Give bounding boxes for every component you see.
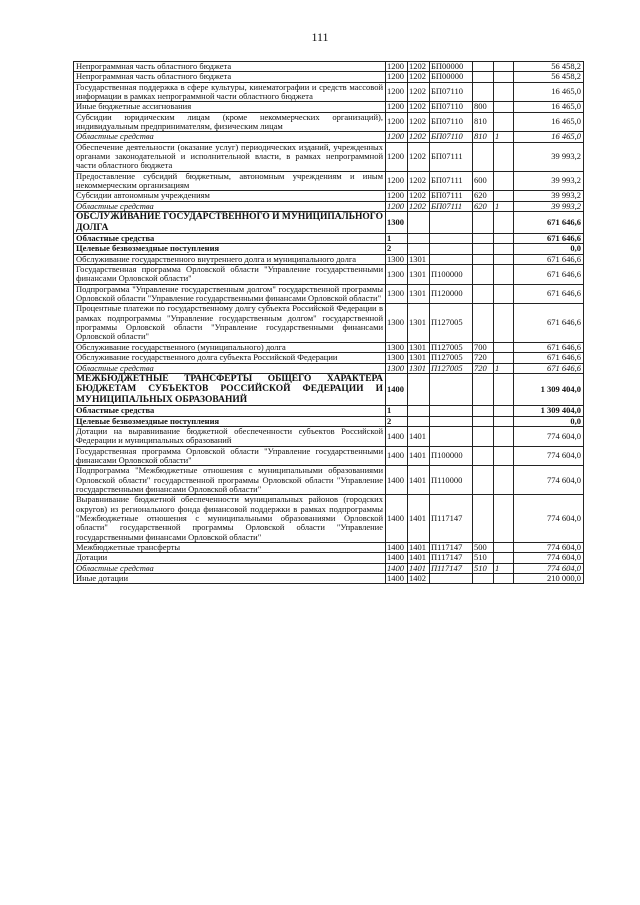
expense-type-code [473, 446, 494, 466]
section-code: 1300 [386, 304, 408, 342]
subsection-code: 1301 [408, 304, 430, 342]
subsection-code: 1301 [408, 342, 430, 352]
table-row [74, 373, 584, 405]
target-article-code [430, 426, 473, 446]
row-name: Областные средства [74, 132, 386, 142]
expense-type-code [473, 254, 494, 264]
target-article-code: П117147 [430, 542, 473, 552]
subsection-code: 1301 [408, 353, 430, 363]
row-name: Иные дотации [74, 574, 386, 584]
target-article-code: БП07110 [430, 102, 473, 112]
section-code: 1200 [386, 112, 408, 132]
funding-source-code [494, 466, 514, 495]
section-code: 1200 [386, 62, 408, 72]
section-code: 1400 [386, 495, 408, 543]
amount: 774 604,0 [514, 563, 584, 573]
table-row [74, 426, 584, 446]
section-code: 1400 [386, 466, 408, 495]
table-row [74, 234, 584, 244]
expense-type-code [473, 82, 494, 102]
funding-source-code [494, 304, 514, 342]
section-code: 1200 [386, 191, 408, 201]
table-row [74, 265, 584, 285]
row-name: Областные средства [74, 406, 386, 416]
amount: 671 646,6 [514, 265, 584, 285]
funding-source-code: 1 [494, 563, 514, 573]
expense-type-code [473, 416, 494, 426]
row-name: Дотации на выравнивание бюджетной обеспеченности субъектов Российской Федерации и муниципальных образований [74, 426, 386, 446]
amount: 774 604,0 [514, 426, 584, 446]
section-code: 1200 [386, 72, 408, 82]
expense-type-code: 600 [473, 171, 494, 191]
funding-source-code [494, 574, 514, 584]
amount: 671 646,6 [514, 234, 584, 244]
expense-type-code [473, 304, 494, 342]
subsection-code: 1202 [408, 191, 430, 201]
target-article-code: БП07110 [430, 132, 473, 142]
funding-source-code [494, 284, 514, 304]
table-row [74, 416, 584, 426]
funding-source-code [494, 542, 514, 552]
target-article-code: БП07110 [430, 112, 473, 132]
subsection-code [408, 406, 430, 416]
expense-type-code [473, 62, 494, 72]
amount: 774 604,0 [514, 495, 584, 543]
section-code: 1400 [386, 553, 408, 563]
amount: 0,0 [514, 416, 584, 426]
expense-type-code [473, 495, 494, 543]
target-article-code: П117147 [430, 563, 473, 573]
table-row [74, 563, 584, 573]
funding-source-code [494, 112, 514, 132]
section-code: 1200 [386, 102, 408, 112]
subsection-code [408, 212, 430, 234]
table-row [74, 171, 584, 191]
table-row [74, 82, 584, 102]
funding-source-code [494, 142, 514, 171]
table-row [74, 446, 584, 466]
section-code: 1200 [386, 171, 408, 191]
expense-type-code [473, 284, 494, 304]
row-name: Государственная программа Орловской области "Управление государственными финансами Орловской области" [74, 446, 386, 466]
expense-type-code: 800 [473, 102, 494, 112]
subsection-code: 1202 [408, 142, 430, 171]
subsection-code: 1202 [408, 102, 430, 112]
funding-source-code [494, 234, 514, 244]
section-code: 1300 [386, 363, 408, 373]
subsection-code [408, 373, 430, 405]
section-code: 2 [386, 416, 408, 426]
table-row [74, 466, 584, 495]
amount: 1 309 404,0 [514, 373, 584, 405]
amount: 39 993,2 [514, 201, 584, 211]
expense-type-code [473, 574, 494, 584]
target-article-code: П110000 [430, 466, 473, 495]
table-row [74, 495, 584, 543]
section-code: 1400 [386, 542, 408, 552]
expense-type-code [473, 72, 494, 82]
expense-type-code: 620 [473, 201, 494, 211]
expense-type-code: 810 [473, 132, 494, 142]
subsection-code: 1301 [408, 265, 430, 285]
amount: 671 646,6 [514, 212, 584, 234]
amount: 0,0 [514, 244, 584, 254]
section-code: 1300 [386, 265, 408, 285]
table-row [74, 342, 584, 352]
amount: 774 604,0 [514, 542, 584, 552]
table-row [74, 574, 584, 584]
row-name: Подпрограмма "Межбюджетные отношения с муниципальными образованиями Орловской области" государственной программы Орловской области "Управление государственными финансами Орловской области" [74, 466, 386, 495]
target-article-code [430, 574, 473, 584]
table-row [74, 304, 584, 342]
section-code: 1200 [386, 142, 408, 171]
expense-type-code [473, 373, 494, 405]
amount: 39 993,2 [514, 171, 584, 191]
table-row [74, 363, 584, 373]
subsection-code: 1202 [408, 72, 430, 82]
subsection-code [408, 244, 430, 254]
amount: 671 646,6 [514, 363, 584, 373]
row-name: Непрограммная часть областного бюджета [74, 72, 386, 82]
row-name: Дотации [74, 553, 386, 563]
funding-source-code: 1 [494, 201, 514, 211]
amount: 56 458,2 [514, 62, 584, 72]
subsection-code: 1401 [408, 466, 430, 495]
target-article-code: БП07111 [430, 201, 473, 211]
row-name: Областные средства [74, 234, 386, 244]
expense-type-code: 510 [473, 553, 494, 563]
table-row [74, 284, 584, 304]
target-article-code: БП00000 [430, 72, 473, 82]
row-name: Выравнивание бюджетной обеспеченности муниципальных районов (городских округов) из регионального фонда финансовой поддержки в рамках подпрограммы "Межбюджетные отношения с муниципальными образованиями Орловской области" государственной программы Орловской области "Управление государственными финансами Орловской области" [74, 495, 386, 543]
target-article-code: БП07111 [430, 171, 473, 191]
row-name: ОБСЛУЖИВАНИЕ ГОСУДАРСТВЕННОГО И МУНИЦИПАЛЬНОГО ДОЛГА [74, 212, 386, 234]
section-code: 1400 [386, 446, 408, 466]
target-article-code: П100000 [430, 265, 473, 285]
row-name: Областные средства [74, 201, 386, 211]
page-number: 111 [311, 30, 329, 44]
funding-source-code [494, 342, 514, 352]
subsection-code: 1301 [408, 363, 430, 373]
amount: 16 465,0 [514, 82, 584, 102]
subsection-code: 1401 [408, 446, 430, 466]
section-code: 1400 [386, 426, 408, 446]
table-row [74, 142, 584, 171]
funding-source-code: 1 [494, 132, 514, 142]
target-article-code: П117147 [430, 553, 473, 563]
section-code: 1400 [386, 563, 408, 573]
funding-source-code [494, 62, 514, 72]
amount: 671 646,6 [514, 353, 584, 363]
target-article-code: П127005 [430, 304, 473, 342]
row-name: Государственная программа Орловской области "Управление государственными финансами Орловской области" [74, 265, 386, 285]
expense-type-code: 510 [473, 563, 494, 573]
table-row [74, 102, 584, 112]
funding-source-code [494, 446, 514, 466]
amount: 671 646,6 [514, 304, 584, 342]
target-article-code: БП07111 [430, 142, 473, 171]
amount: 56 458,2 [514, 72, 584, 82]
expense-type-code [473, 466, 494, 495]
row-name: Целевые безвозмездные поступления [74, 244, 386, 254]
expense-type-code [473, 265, 494, 285]
target-article-code: БП00000 [430, 62, 473, 72]
subsection-code [408, 234, 430, 244]
section-code: 1200 [386, 132, 408, 142]
funding-source-code [494, 495, 514, 543]
funding-source-code [494, 416, 514, 426]
section-code: 1400 [386, 574, 408, 584]
subsection-code: 1401 [408, 563, 430, 573]
table-row [74, 191, 584, 201]
funding-source-code [494, 191, 514, 201]
subsection-code: 1401 [408, 426, 430, 446]
target-article-code: П127005 [430, 342, 473, 352]
target-article-code [430, 406, 473, 416]
row-name: Государственная поддержка в сфере культуры, кинематографии и средств массовой информации в рамках непрограммной части областного бюджета [74, 82, 386, 102]
table-row [74, 353, 584, 363]
row-name: Субсидии автономным учреждениям [74, 191, 386, 201]
amount: 210 000,0 [514, 574, 584, 584]
target-article-code: П120000 [430, 284, 473, 304]
expense-type-code [473, 406, 494, 416]
subsection-code: 1301 [408, 254, 430, 264]
subsection-code: 1202 [408, 82, 430, 102]
target-article-code [430, 212, 473, 234]
subsection-code: 1202 [408, 171, 430, 191]
target-article-code [430, 254, 473, 264]
funding-source-code [494, 426, 514, 446]
funding-source-code [494, 244, 514, 254]
section-code: 1300 [386, 254, 408, 264]
amount: 774 604,0 [514, 466, 584, 495]
expense-type-code [473, 142, 494, 171]
amount: 774 604,0 [514, 446, 584, 466]
table-row [74, 72, 584, 82]
row-name: Иные бюджетные ассигнования [74, 102, 386, 112]
table-row [74, 112, 584, 132]
amount: 671 646,6 [514, 254, 584, 264]
row-name: Обслуживание государственного долга субъекта Российской Федерации [74, 353, 386, 363]
subsection-code: 1301 [408, 284, 430, 304]
funding-source-code [494, 171, 514, 191]
expense-type-code: 620 [473, 191, 494, 201]
target-article-code: БП07111 [430, 191, 473, 201]
funding-source-code: 1 [494, 363, 514, 373]
subsection-code: 1401 [408, 542, 430, 552]
target-article-code: П127005 [430, 363, 473, 373]
budget-table [73, 61, 584, 584]
funding-source-code [494, 373, 514, 405]
section-code: 1300 [386, 212, 408, 234]
row-name: Целевые безвозмездные поступления [74, 416, 386, 426]
row-name: Межбюджетные трансферты [74, 542, 386, 552]
row-name: Предоставление субсидий бюджетным, автономным учреждениям и иным некоммерческим организациям [74, 171, 386, 191]
amount: 39 993,2 [514, 191, 584, 201]
subsection-code: 1401 [408, 553, 430, 563]
expense-type-code: 720 [473, 363, 494, 373]
section-code: 2 [386, 244, 408, 254]
funding-source-code [494, 553, 514, 563]
funding-source-code [494, 353, 514, 363]
amount: 16 465,0 [514, 102, 584, 112]
subsection-code: 1202 [408, 62, 430, 72]
subsection-code: 1202 [408, 201, 430, 211]
row-name: Областные средства [74, 563, 386, 573]
subsection-code: 1202 [408, 132, 430, 142]
section-code: 1200 [386, 82, 408, 102]
row-name: Субсидии юридическим лицам (кроме некоммерческих организаций), индивидуальным предпринимателям, физическим лицам [74, 112, 386, 132]
expense-type-code: 720 [473, 353, 494, 363]
section-code: 1300 [386, 342, 408, 352]
expense-type-code [473, 234, 494, 244]
funding-source-code [494, 406, 514, 416]
target-article-code [430, 416, 473, 426]
funding-source-code [494, 254, 514, 264]
section-code: 1200 [386, 201, 408, 211]
target-article-code [430, 234, 473, 244]
table-row [74, 201, 584, 211]
amount: 774 604,0 [514, 553, 584, 563]
table-row [74, 244, 584, 254]
expense-type-code [473, 212, 494, 234]
row-name: Процентные платежи по государственному долгу субъекта Российской Федерации в рамках подпрограммы "Управление государственным долгом" государственной программы Орловской области "Управление государственными финансами Орловской области" [74, 304, 386, 342]
amount: 16 465,0 [514, 132, 584, 142]
amount: 39 993,2 [514, 142, 584, 171]
table-row [74, 62, 584, 72]
section-code: 1300 [386, 353, 408, 363]
expense-type-code [473, 426, 494, 446]
amount: 16 465,0 [514, 112, 584, 132]
table-row [74, 132, 584, 142]
section-code: 1 [386, 406, 408, 416]
funding-source-code [494, 82, 514, 102]
table-row [74, 542, 584, 552]
expense-type-code: 700 [473, 342, 494, 352]
expense-type-code: 500 [473, 542, 494, 552]
row-name: Областные средства [74, 363, 386, 373]
target-article-code: П127005 [430, 353, 473, 363]
funding-source-code [494, 102, 514, 112]
row-name: Обслуживание государственного (муниципального) долга [74, 342, 386, 352]
row-name: Подпрограмма "Управление государственным долгом" государственной программы Орловской области "Управление государственными финансами Орловской области" [74, 284, 386, 304]
funding-source-code [494, 212, 514, 234]
subsection-code: 1402 [408, 574, 430, 584]
subsection-code: 1202 [408, 112, 430, 132]
row-name: Непрограммная часть областного бюджета [74, 62, 386, 72]
row-name: Обслуживание государственного внутреннего долга и муниципального долга [74, 254, 386, 264]
row-name: МЕЖБЮДЖЕТНЫЕ ТРАНСФЕРТЫ ОБЩЕГО ХАРАКТЕРА БЮДЖЕТАМ СУБЪЕКТОВ РОССИЙСКОЙ ФЕДЕРАЦИИ И МУНИЦИПАЛЬНЫХ ОБРАЗОВАНИЙ [74, 373, 386, 405]
table-row [74, 406, 584, 416]
table-row [74, 553, 584, 563]
funding-source-code [494, 265, 514, 285]
target-article-code [430, 244, 473, 254]
target-article-code: П100000 [430, 446, 473, 466]
table-row [74, 212, 584, 234]
amount: 671 646,6 [514, 284, 584, 304]
expense-type-code: 810 [473, 112, 494, 132]
expense-type-code [473, 244, 494, 254]
subsection-code: 1401 [408, 495, 430, 543]
subsection-code [408, 416, 430, 426]
section-code: 1400 [386, 373, 408, 405]
target-article-code [430, 373, 473, 405]
section-code: 1 [386, 234, 408, 244]
funding-source-code [494, 72, 514, 82]
row-name: Обеспечение деятельности (оказание услуг) периодических изданий, учрежденных органами законодательной и исполнительной власти, в рамках непрограммной части областного бюджета [74, 142, 386, 171]
amount: 1 309 404,0 [514, 406, 584, 416]
section-code: 1300 [386, 284, 408, 304]
target-article-code: П117147 [430, 495, 473, 543]
table-row [74, 254, 584, 264]
amount: 671 646,6 [514, 342, 584, 352]
target-article-code: БП07110 [430, 82, 473, 102]
